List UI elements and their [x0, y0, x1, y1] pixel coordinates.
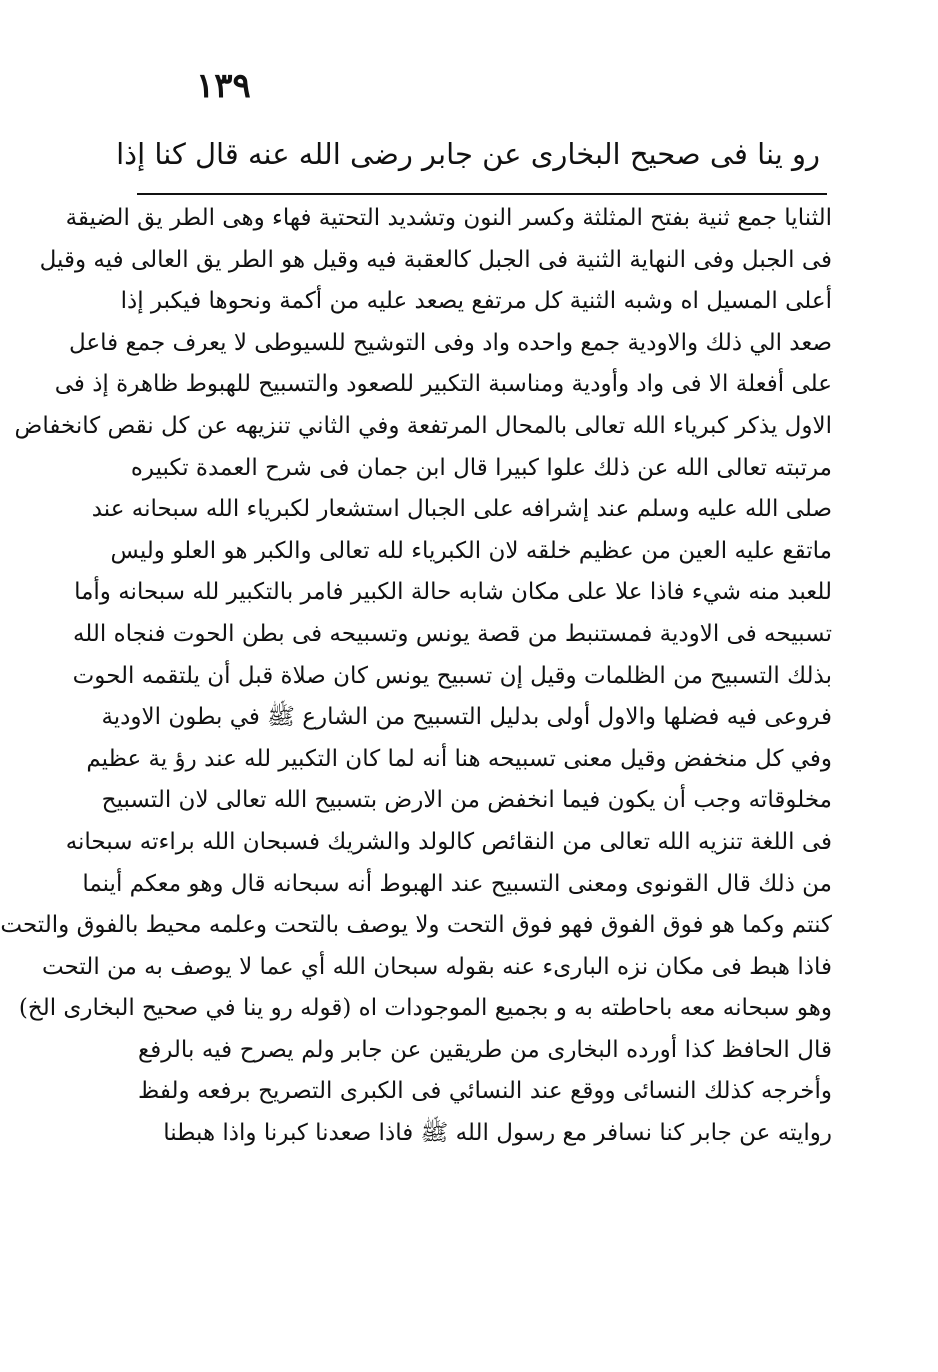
- commentary-line: الاول يذكر كبرياء الله تعالى بالمحال المرتفعة وفي الثاني تنزيهه عن كل نقص كانخفاض: [14, 412, 832, 439]
- page-number: ١٣٩: [196, 66, 251, 106]
- commentary-line: وأخرجه كذلك النسائى ووقع عند النسائي فى الكبرى التصريح برفعه ولفظ: [138, 1078, 832, 1105]
- commentary-block: [0, 198, 832, 1155]
- commentary-line: مرتبته تعالى الله عن ذلك علوا كبيرا قال ابن جمان فى شرح العمدة تكبيره: [130, 454, 832, 481]
- commentary-line: قال الحافظ كذا أورده البخارى من طريقين عن جابر ولم يصرح فيه بالرفع: [138, 1036, 832, 1063]
- commentary-line: صعد الي ذلك والاودية جمع واحده واد وفى التوشيح للسيوطى لا يعرف جمع فاعل: [68, 329, 832, 356]
- commentary-line: بذلك التسبيح من الظلمات وقيل إن تسبيح يونس كان صلاة قبل أن يلتقمه الحوت: [72, 662, 832, 689]
- commentary-line: للعبد منه شيء فاذا علا على مكان شابه حالة الكبير فامر بالتكبير لله سبحانه وأما: [74, 579, 832, 606]
- commentary-line: أعلى المسيل اه وشبه الثنية كل مرتفع يصعد عليه من أكمة ونحوها فيكبر إذا: [120, 288, 832, 315]
- commentary-line: ماتقع عليه العين من عظيم خلقه لان الكبرياء لله تعالى والكبر هو العلو وليس: [110, 537, 832, 564]
- commentary-line: تسبيحه فى الاودية فمستنبط من قصة يونس وتسبيحه فى بطن الحوت فنجاه الله: [72, 620, 832, 647]
- commentary-line: وفي كل منخفض وقيل معنى تسبيحه هنا أنه لما كان التكبير لله عند رؤ ية عظيم: [86, 745, 832, 772]
- commentary-line: على أفعلة الا فى واد وأودية ومناسبة التكبير للصعود والتسبيح للهبوط ظاهرة إذ فى: [54, 371, 832, 398]
- commentary-line: مخلوقاته وجب أن يكون فيما انخفض من الارض بتسبيح الله تعالى لان التسبيح: [101, 787, 832, 814]
- commentary-line: روايته عن جابر كنا نسافر مع رسول الله ﷺ فاذا صعدنا كبرنا واذا هبطنا: [163, 1120, 832, 1147]
- commentary-line: من ذلك قال القونوى ومعنى التسبيح عند الهبوط أنه سبحانه قال وهو معكم أينما: [82, 870, 832, 897]
- separator-rule: [137, 193, 827, 195]
- commentary-line: فروعى فيه فضلها والاول أولى بدليل التسبيح من الشارع ﷺ في بطون الاودية: [101, 704, 832, 731]
- commentary-line: فى الجبل وفى النهاية الثنية فى الجبل كالعقبة فيه وقيل هو الطر يق العالى فيه وقيل: [39, 246, 832, 273]
- commentary-line: فى اللغة تنزيه الله تعالى من النقائص كالولد والشريك فسبحان الله براءته سبحانه: [65, 828, 832, 855]
- hadith-matn-heading: رو ينا فى صحيح البخارى عن جابر رضى الله عنه قال كنا إذا: [116, 137, 820, 171]
- commentary-line: كنتم وكما هو فوق الفوق فهو فوق التحت ولا يوصف بالتحت وعلمه محيط بالفوق والتحت: [0, 912, 832, 939]
- commentary-line: الثنايا جمع ثنية بفتح المثلثة وكسر النون وتشديد التحتية فهاء وهى الطر يق الضيقة: [65, 205, 832, 231]
- commentary-line: فاذا هبط فى مكان نزه البارىء عنه بقوله سبحان الله أي عما لا يوصف به من التحت: [41, 953, 832, 980]
- commentary-line: صلى الله عليه وسلم عند إشرافه على الجبال استشعار لكبرياء الله سبحانه عند: [91, 496, 832, 523]
- commentary-line: وهو سبحانه معه باحاطته به و بجميع الموجودات اه (قوله رو ينا في صحيح البخارى الخ): [18, 995, 832, 1022]
